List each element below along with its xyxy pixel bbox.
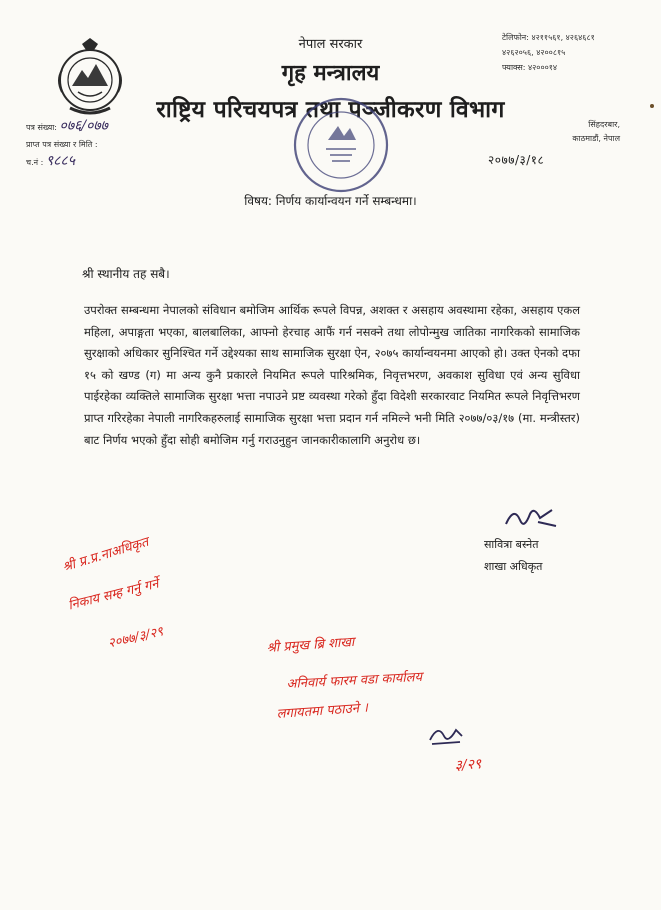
salutation: श्री स्थानीय तह सबै। xyxy=(82,267,170,281)
subject-line: विषय: निर्णय कार्यान्वयन गर्ने सम्बन्धमा। xyxy=(244,194,417,208)
contact-line: टेलिफोन: ४२११५६१, ४२६४६८१ xyxy=(502,33,595,42)
handwritten-note-right xyxy=(262,620,532,790)
note-line: ३/२९ xyxy=(454,756,482,774)
signature-mark xyxy=(500,500,560,534)
note-line: लगायतमा पठाउने । xyxy=(276,700,369,722)
government-name: नेपाल सरकार xyxy=(298,37,363,52)
letter-no-label: पत्र संख्या: xyxy=(26,123,57,132)
initials-scribble xyxy=(426,722,466,748)
note-line: अनिवार्य फारम वडा कार्यालय xyxy=(286,669,423,692)
handwritten-note-left xyxy=(58,520,258,670)
page-speck xyxy=(650,104,654,108)
note-line: निकाय सम्ह गर्नु गर्ने xyxy=(66,576,161,614)
office-address xyxy=(560,118,620,146)
dispatch-label: च.नं : xyxy=(26,158,44,167)
contact-line: फ्याक्स: ४२०००१४ xyxy=(502,63,558,72)
contact-info xyxy=(502,30,595,75)
signer-block xyxy=(484,534,542,578)
ministry-name: गृह मन्त्रालय xyxy=(281,61,380,86)
letter-no-value: ०७६/०७७ xyxy=(59,118,108,134)
address-line: काठमाडौं, नेपाल xyxy=(572,134,620,143)
letter-date: २०७७/३/१८ xyxy=(488,153,545,167)
department-name: राष्ट्रिय परिचयपत्र तथा पञ्जीकरण विभाग xyxy=(156,97,505,123)
letter-body: उपरोक्त सम्बन्धमा नेपालको संविधान बमोजिम आर्थिक रूपले विपन्न, अशक्त र असहाय अवस्थामा रहेका, असहाय एकल महिला, अपाङ्गता भएका, बालबालिका, आफ्नो हेरचाह आफैं गर्न नसक्ने तथा लोपोन्मुख जातिका नागरिकको सामाजिक सुरक्षाको अधिकार सुनिश्चित गर्ने उद्देश्यका साथ सामाजिक सुरक्षा ऐन, २०७५ कार्यान्वयनमा आएको हो। उक्त ऐनको दफा १५ को खण्ड (ग) मा अन्य कुनै प्रकारले नियमित रूपले पारिश्रमिक, निवृत्तभरण, अवकाश सुविधा एवं अन्य सुविधा पाईरहेका व्यक्तिले सामाजिक सुरक्षा भत्ता नपाउने प्रष्ट व्यवस्था गरेको हुँदा विदेशी सरकारवाट नियमित रूपले निवृत्तिभरण प्राप्त गरिरहेका नेपाली नागरिकहरुलाई सामाजिक सुरक्षा भत्ता प्रदान गर्न नमिल्ने भनी मिति २०७७/०३/१७ (मा. मन्त्रीस्तर) बाट निर्णय भएको हुँदा सोही बमोजिम गर्नु गराउनुहुन जानकारीकालागि अनुरोध छ। xyxy=(84,303,580,447)
received-label: प्राप्त पत्र संख्या र मिति : xyxy=(26,140,98,149)
contact-line: ४२६२०५६, ४२००८१५ xyxy=(502,48,566,57)
signer-title: शाखा अधिकृत xyxy=(484,560,543,573)
signer-name: सावित्रा बस्नेत xyxy=(484,538,539,551)
note-line: श्री प्र.प्र.नाअधिकृत xyxy=(60,534,151,576)
reference-block xyxy=(26,118,108,171)
note-line: श्री प्रमुख ब्रि शाखा xyxy=(266,634,355,656)
dispatch-value: ९८८५ xyxy=(45,153,75,169)
note-line: २०७७/३/२९ xyxy=(106,624,165,652)
department-stamp-icon xyxy=(292,96,390,194)
address-line: सिंहदरबार, xyxy=(588,120,620,129)
